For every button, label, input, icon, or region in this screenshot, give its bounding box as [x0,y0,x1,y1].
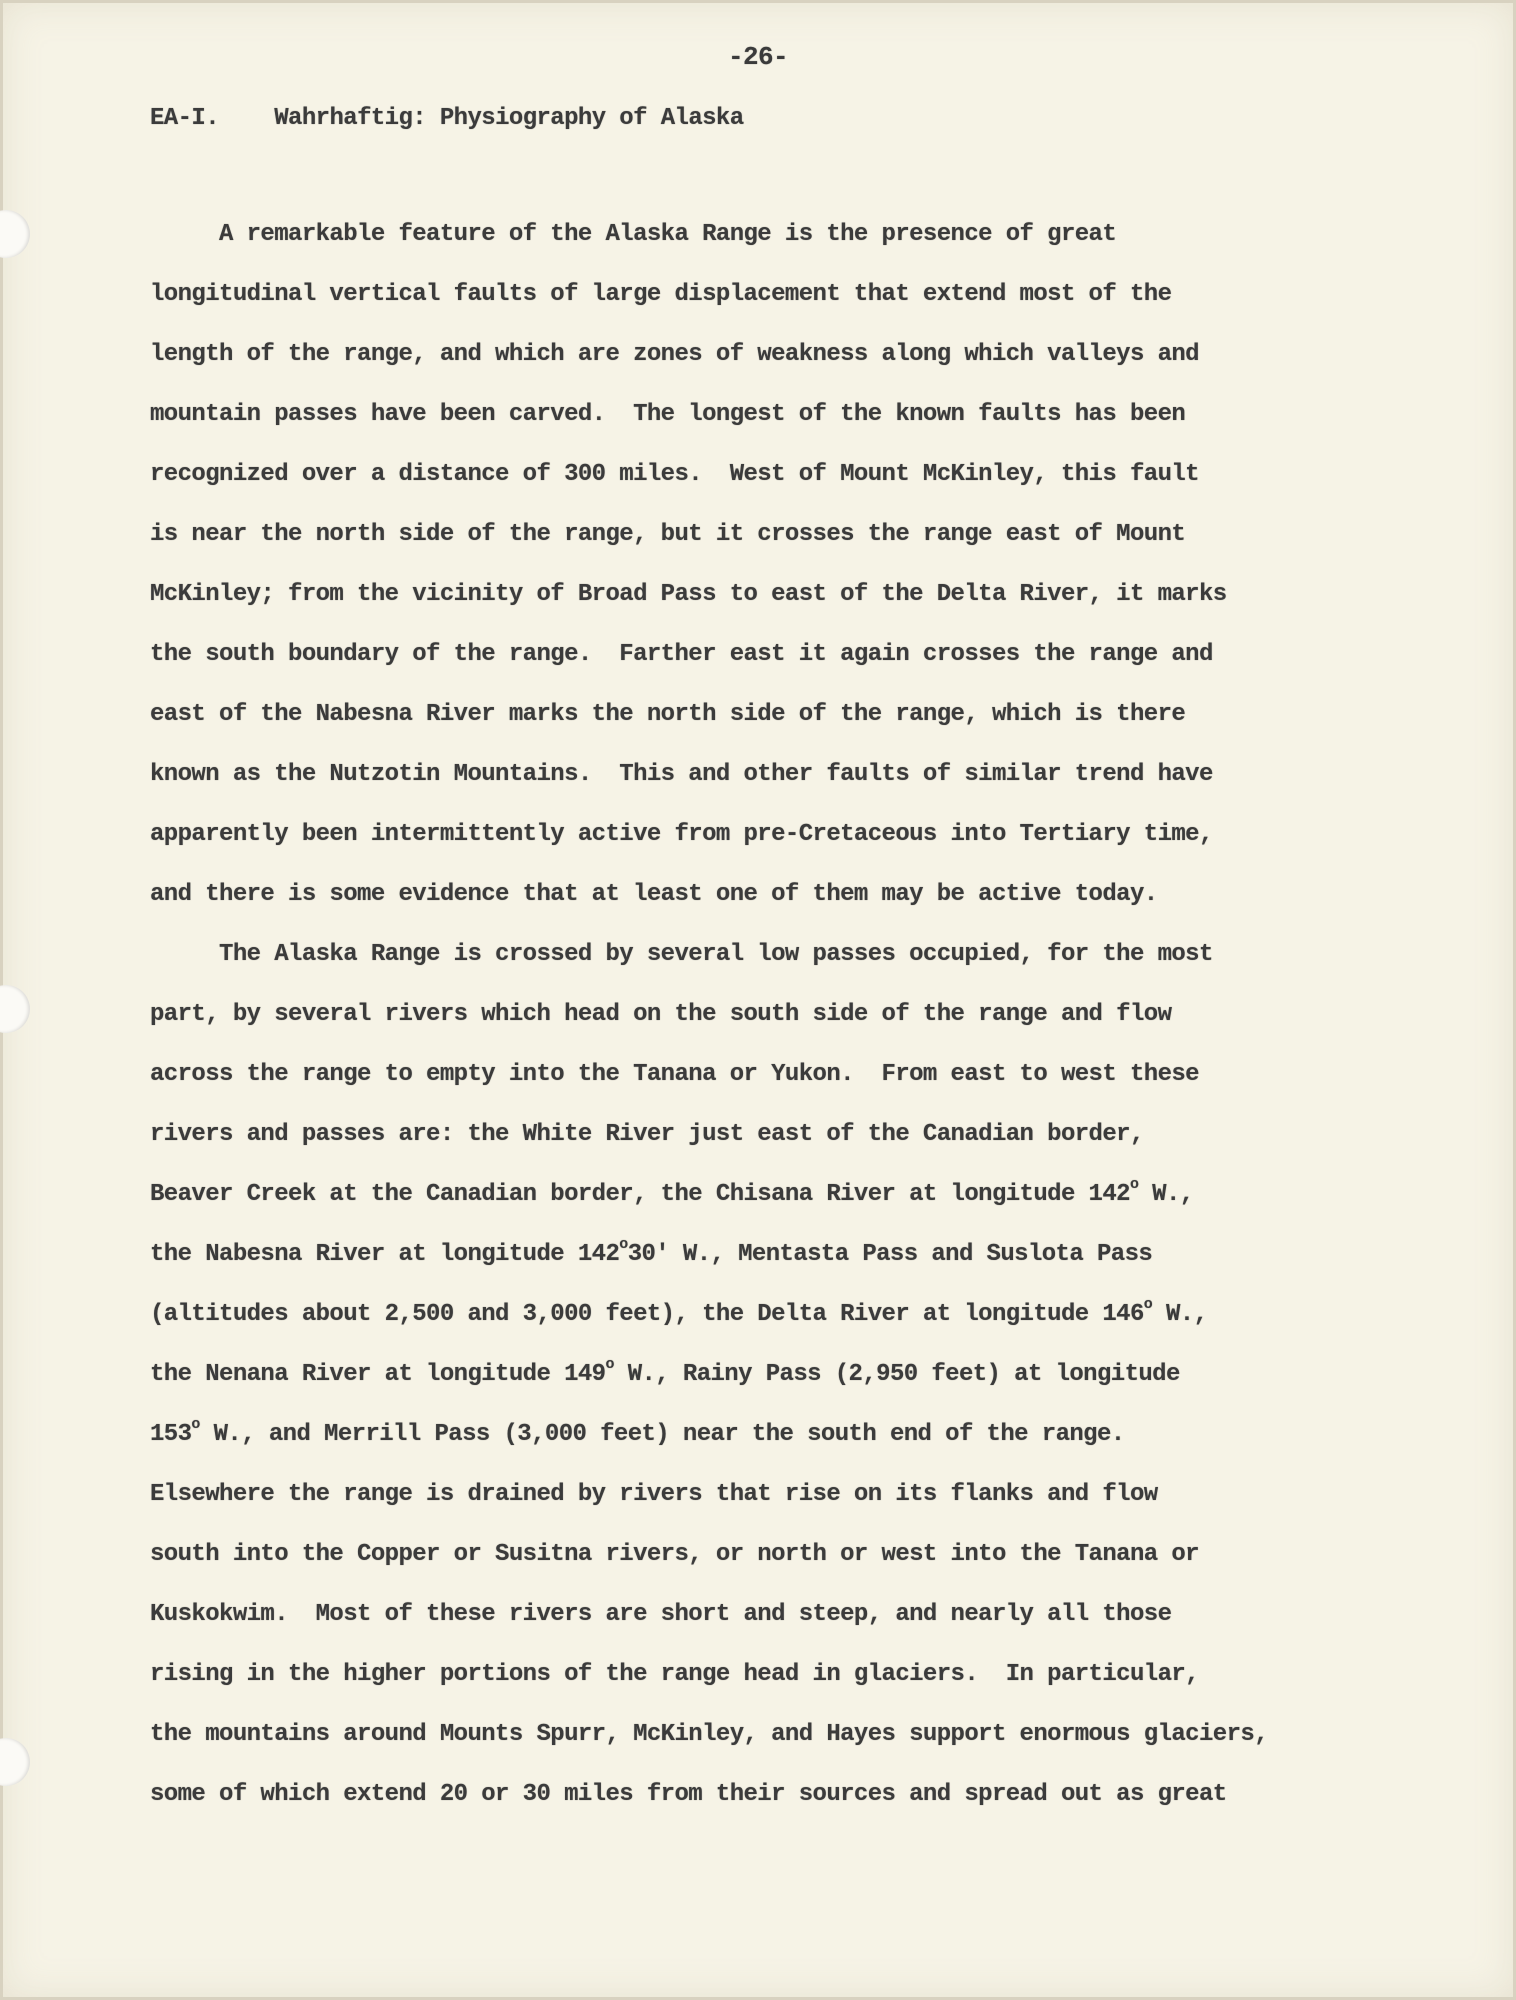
text-line [150,515,1380,575]
text-line [150,1535,1380,1595]
text-line [150,1055,1380,1115]
text-segment: A remarkable feature of the Alaska Range is the presence of great [150,221,1117,248]
text-line [150,815,1380,875]
punch-hole [0,985,30,1033]
text-line [150,935,1380,995]
text-line [150,1655,1380,1715]
text-segment: rising in the higher portions of the range head in glaciers. In particular, [150,1661,1199,1688]
document-header [150,105,744,132]
text-segment: Beaver Creek at the Canadian border, the Chisana River at longitude 142 [150,1181,1130,1208]
text-line [150,1415,1380,1475]
text-segment: The Alaska Range is crossed by several low passes occupied, for the most [150,941,1213,968]
text-line [150,1295,1380,1355]
text-segment: the mountains around Mounts Spurr, McKinley, and Hayes support enormous glaciers, [150,1721,1268,1748]
text-segment: 30' W., Mentasta Pass and Suslota Pass [627,1241,1153,1268]
text-line [150,1175,1380,1235]
degree-superscript: o [605,1356,614,1373]
text-segment: McKinley; from the vicinity of Broad Pass to east of the Delta River, it marks [150,581,1227,608]
text-segment: Kuskokwim. Most of these rivers are short and steep, and nearly all those [150,1601,1172,1628]
text-segment: mountain passes have been carved. The longest of the known faults has been [150,401,1186,428]
text-segment: some of which extend 20 or 30 miles from their sources and spread out as great [150,1781,1227,1808]
text-segment: the south boundary of the range. Farther east it again crosses the range and [150,641,1213,668]
text-segment: W., Rainy Pass (2,950 feet) at longitude [613,1361,1180,1388]
text-segment: recognized over a distance of 300 miles. West of Mount McKinley, this fault [150,461,1199,488]
degree-superscript: o [1129,1176,1139,1193]
text-line [150,695,1380,755]
page-number: -26- [727,42,788,72]
text-segment: east of the Nabesna River marks the north side of the range, which is there [150,701,1186,728]
text-line [150,1235,1380,1295]
text-segment: W., and Merrill Pass (3,000 feet) near the south end of the range. [199,1421,1125,1448]
header-code: EA-I. [150,105,220,132]
text-segment: across the range to empty into the Tanana or Yukon. From east to west these [150,1061,1199,1088]
text-line [150,395,1380,455]
text-segment: length of the range, and which are zones of weakness along which valleys and [150,341,1199,368]
text-segment: south into the Copper or Susitna rivers, or north or west into the Tanana or [150,1541,1199,1568]
text-line [150,1595,1380,1655]
text-segment: apparently been intermittently active from pre-Cretaceous into Tertiary time, [150,821,1213,848]
text-line [150,455,1380,515]
text-segment: 153 [150,1421,192,1448]
text-segment: W., [1138,1181,1194,1208]
degree-superscript: o [191,1416,200,1433]
text-line [150,1355,1380,1415]
text-line [150,635,1380,695]
punch-hole [0,1738,30,1786]
text-segment: rivers and passes are: the White River just east of the Canadian border, [150,1121,1144,1148]
text-line [150,1475,1380,1535]
text-segment: the Nabesna River at longitude 142 [150,1241,620,1268]
header-citation: Wahrhaftig: Physiography of Alaska [274,105,744,132]
text-line [150,335,1380,395]
text-line [150,1715,1380,1775]
text-line [150,755,1380,815]
text-segment: the Nenana River at longitude 149 [150,1361,606,1388]
text-line [150,875,1380,935]
text-segment: known as the Nutzotin Mountains. This and other faults of similar trend have [150,761,1213,788]
text-line [150,1775,1380,1835]
degree-superscript: o [1143,1296,1153,1313]
text-segment: longitudinal vertical faults of large displacement that extend most of the [150,281,1172,308]
degree-superscript: o [619,1236,628,1253]
text-line [150,215,1380,275]
text-segment: Elsewhere the range is drained by rivers that rise on its flanks and flow [150,1481,1158,1508]
text-segment: (altitudes about 2,500 and 3,000 feet), the Delta River at longitude 146 [150,1301,1144,1328]
punch-hole [0,210,30,258]
text-segment: is near the north side of the range, but it crosses the range east of Mount [150,521,1186,548]
text-segment: part, by several rivers which head on the south side of the range and flow [150,1001,1172,1028]
body-text [150,215,1380,1835]
text-segment: and there is some evidence that at least one of them may be active today. [150,881,1158,908]
text-line [150,575,1380,635]
text-line [150,1115,1380,1175]
text-line [150,995,1380,1055]
text-line [150,275,1380,335]
text-segment: W., [1152,1301,1208,1328]
